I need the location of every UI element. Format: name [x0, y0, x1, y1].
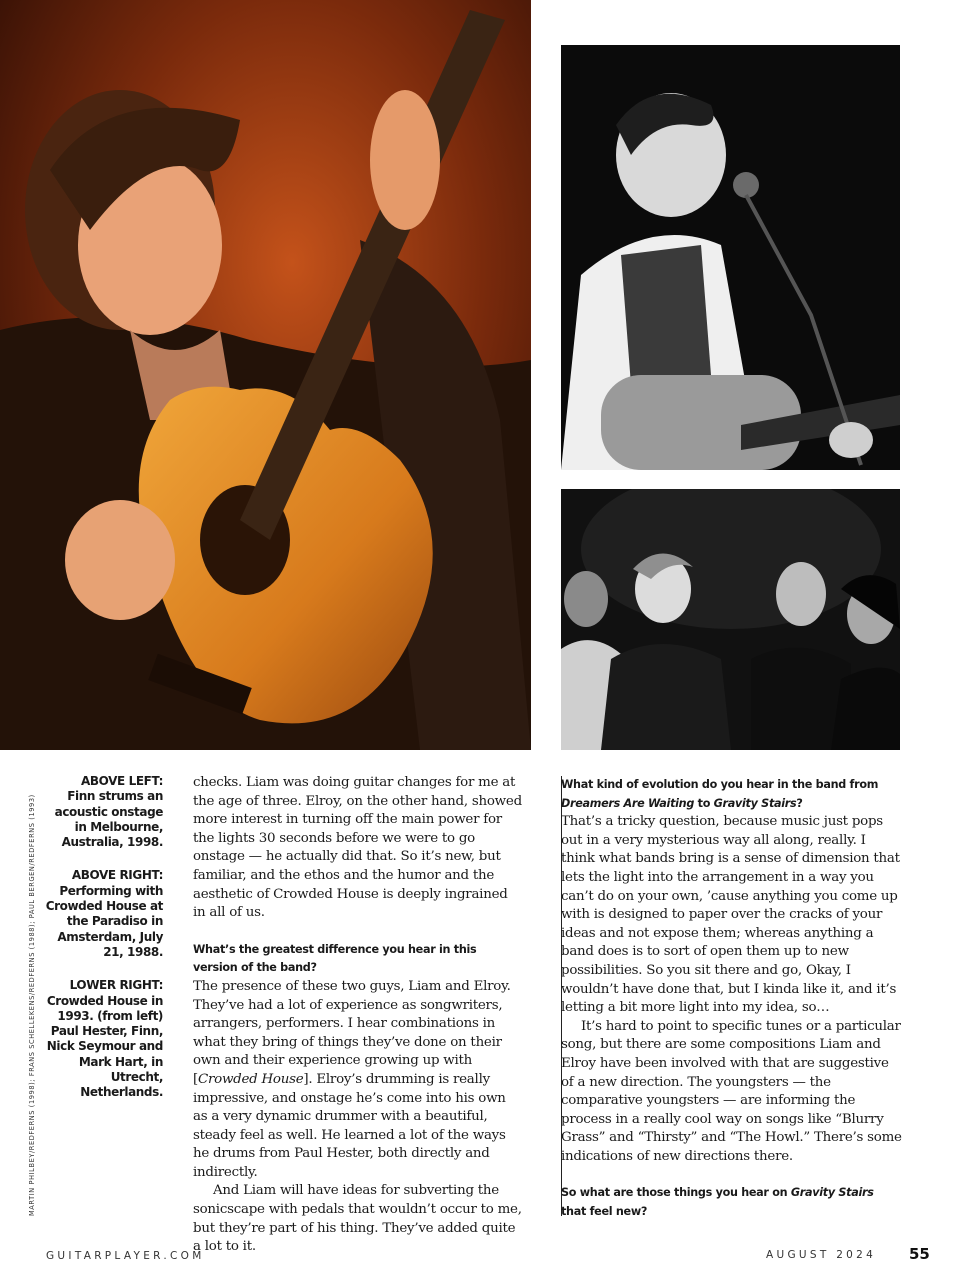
- article-column-right: [561, 776, 902, 1219]
- caption-above-right: [45, 868, 163, 960]
- page-number: 55: [909, 1245, 930, 1263]
- footer-website: GUITARPLAYER.COM: [46, 1250, 205, 1262]
- caption-text: Crowded House in 1993. (from left) Paul Hester, Finn, Nick Seymour and Mark Hart, in Utrecht, Netherlands.: [46, 993, 163, 1100]
- footer-issue-date: AUGUST 2024: [766, 1249, 877, 1261]
- caption-lower-right: [45, 978, 163, 1100]
- caption-text: Finn strums an acoustic onstage in Melbourne, Australia, 1998.: [54, 789, 163, 850]
- interview-question: What’s the greatest difference you hear in this version of the band?: [193, 942, 477, 975]
- album-title: Gravity Stairs: [790, 1186, 874, 1200]
- upper-right-photo: [561, 45, 900, 470]
- article-column-middle: [193, 774, 523, 1257]
- album-title: Dreamers Are Waiting: [561, 796, 695, 810]
- caption-label: ABOVE RIGHT:: [71, 868, 163, 883]
- caption-above-left: [45, 774, 163, 850]
- main-photo: [0, 0, 531, 750]
- lower-right-photo: [561, 489, 900, 750]
- paragraph: checks. Liam was doing guitar changes for me at the age of three. Elroy, on the other hand, showed more interest in turning off the main power for the lights 30 seconds before we were to go onstage — he actually did that. So it’s new, but familiar, and the ethos and the humor and the aesthetic of Crowded House is deeply ingrained in all of us.: [193, 775, 522, 921]
- interview-question: What kind of evolution do you hear in the band from Dreamers Are Waiting to Gravity Stairs?: [561, 778, 879, 810]
- caption-label: ABOVE LEFT:: [81, 774, 163, 788]
- paragraph: The presence of these two guys, Liam and Elroy. They’ve had a lot of experience as songwriters, arrangers, performers. I hear combinations in what they bring of things they’ve done on their own and their experience growing up with [Crowded House]. Elroy’s drumming is really impressive, and onstage he’s come into his own as a very dynamic drummer with a beautiful, steady feel as well. He learned a lot of the ways he drums from Paul Hester, both directly and indirectly.: [193, 978, 511, 1180]
- caption-text: Performing with Crowded House at the Paradiso in Amsterdam, July 21, 1988.: [45, 883, 163, 959]
- paragraph: That’s a tricky question, because music just pops out in a very mysterious way all along, really. I think what bands bring is a sense of dimension that lets the light into the arrangement in a way you can’t do on your own, ’cause anything you come up with is designed to paper over the cracks of your ideas and not expose them; whereas anything a band does is to sort of open them up to new possibilities. So you sit there and go, Okay, I wouldn’t have done that, but I kinda like it, and it’s letting a bit more light into my idea, so…: [561, 814, 900, 1016]
- paragraph: And Liam will have ideas for subverting the sonicscape with pedals that wouldn’t occur to me, but they’re part of his thing. They’ve added quite a lot to it.: [193, 1183, 522, 1255]
- photo-credit: MARTIN PHILBEY/REDFERNS (1998); FRANS SCHELLEKENS/REDFERNS (1988); PAUL BERGEN/REDFERNS (1993): [28, 794, 36, 1216]
- album-title: Gravity Stairs: [713, 796, 797, 810]
- paragraph: It’s hard to point to specific tunes or a particular song, but there are some compositions Liam and Elroy have been involved with that are suggestive of a new direction. The youngsters — the comparative youngsters — are informing the process in a really cool way on songs like “Blurry Grass” and “Thirsty” and “The Howl.” There’s some indications of new directions there.: [561, 1018, 902, 1164]
- interview-question: So what are those things you hear on Gravity Stairs that feel new?: [561, 1186, 874, 1219]
- caption-label: LOWER RIGHT:: [69, 978, 163, 993]
- photo-captions: [45, 774, 163, 1119]
- album-title: Crowded House: [197, 1071, 304, 1087]
